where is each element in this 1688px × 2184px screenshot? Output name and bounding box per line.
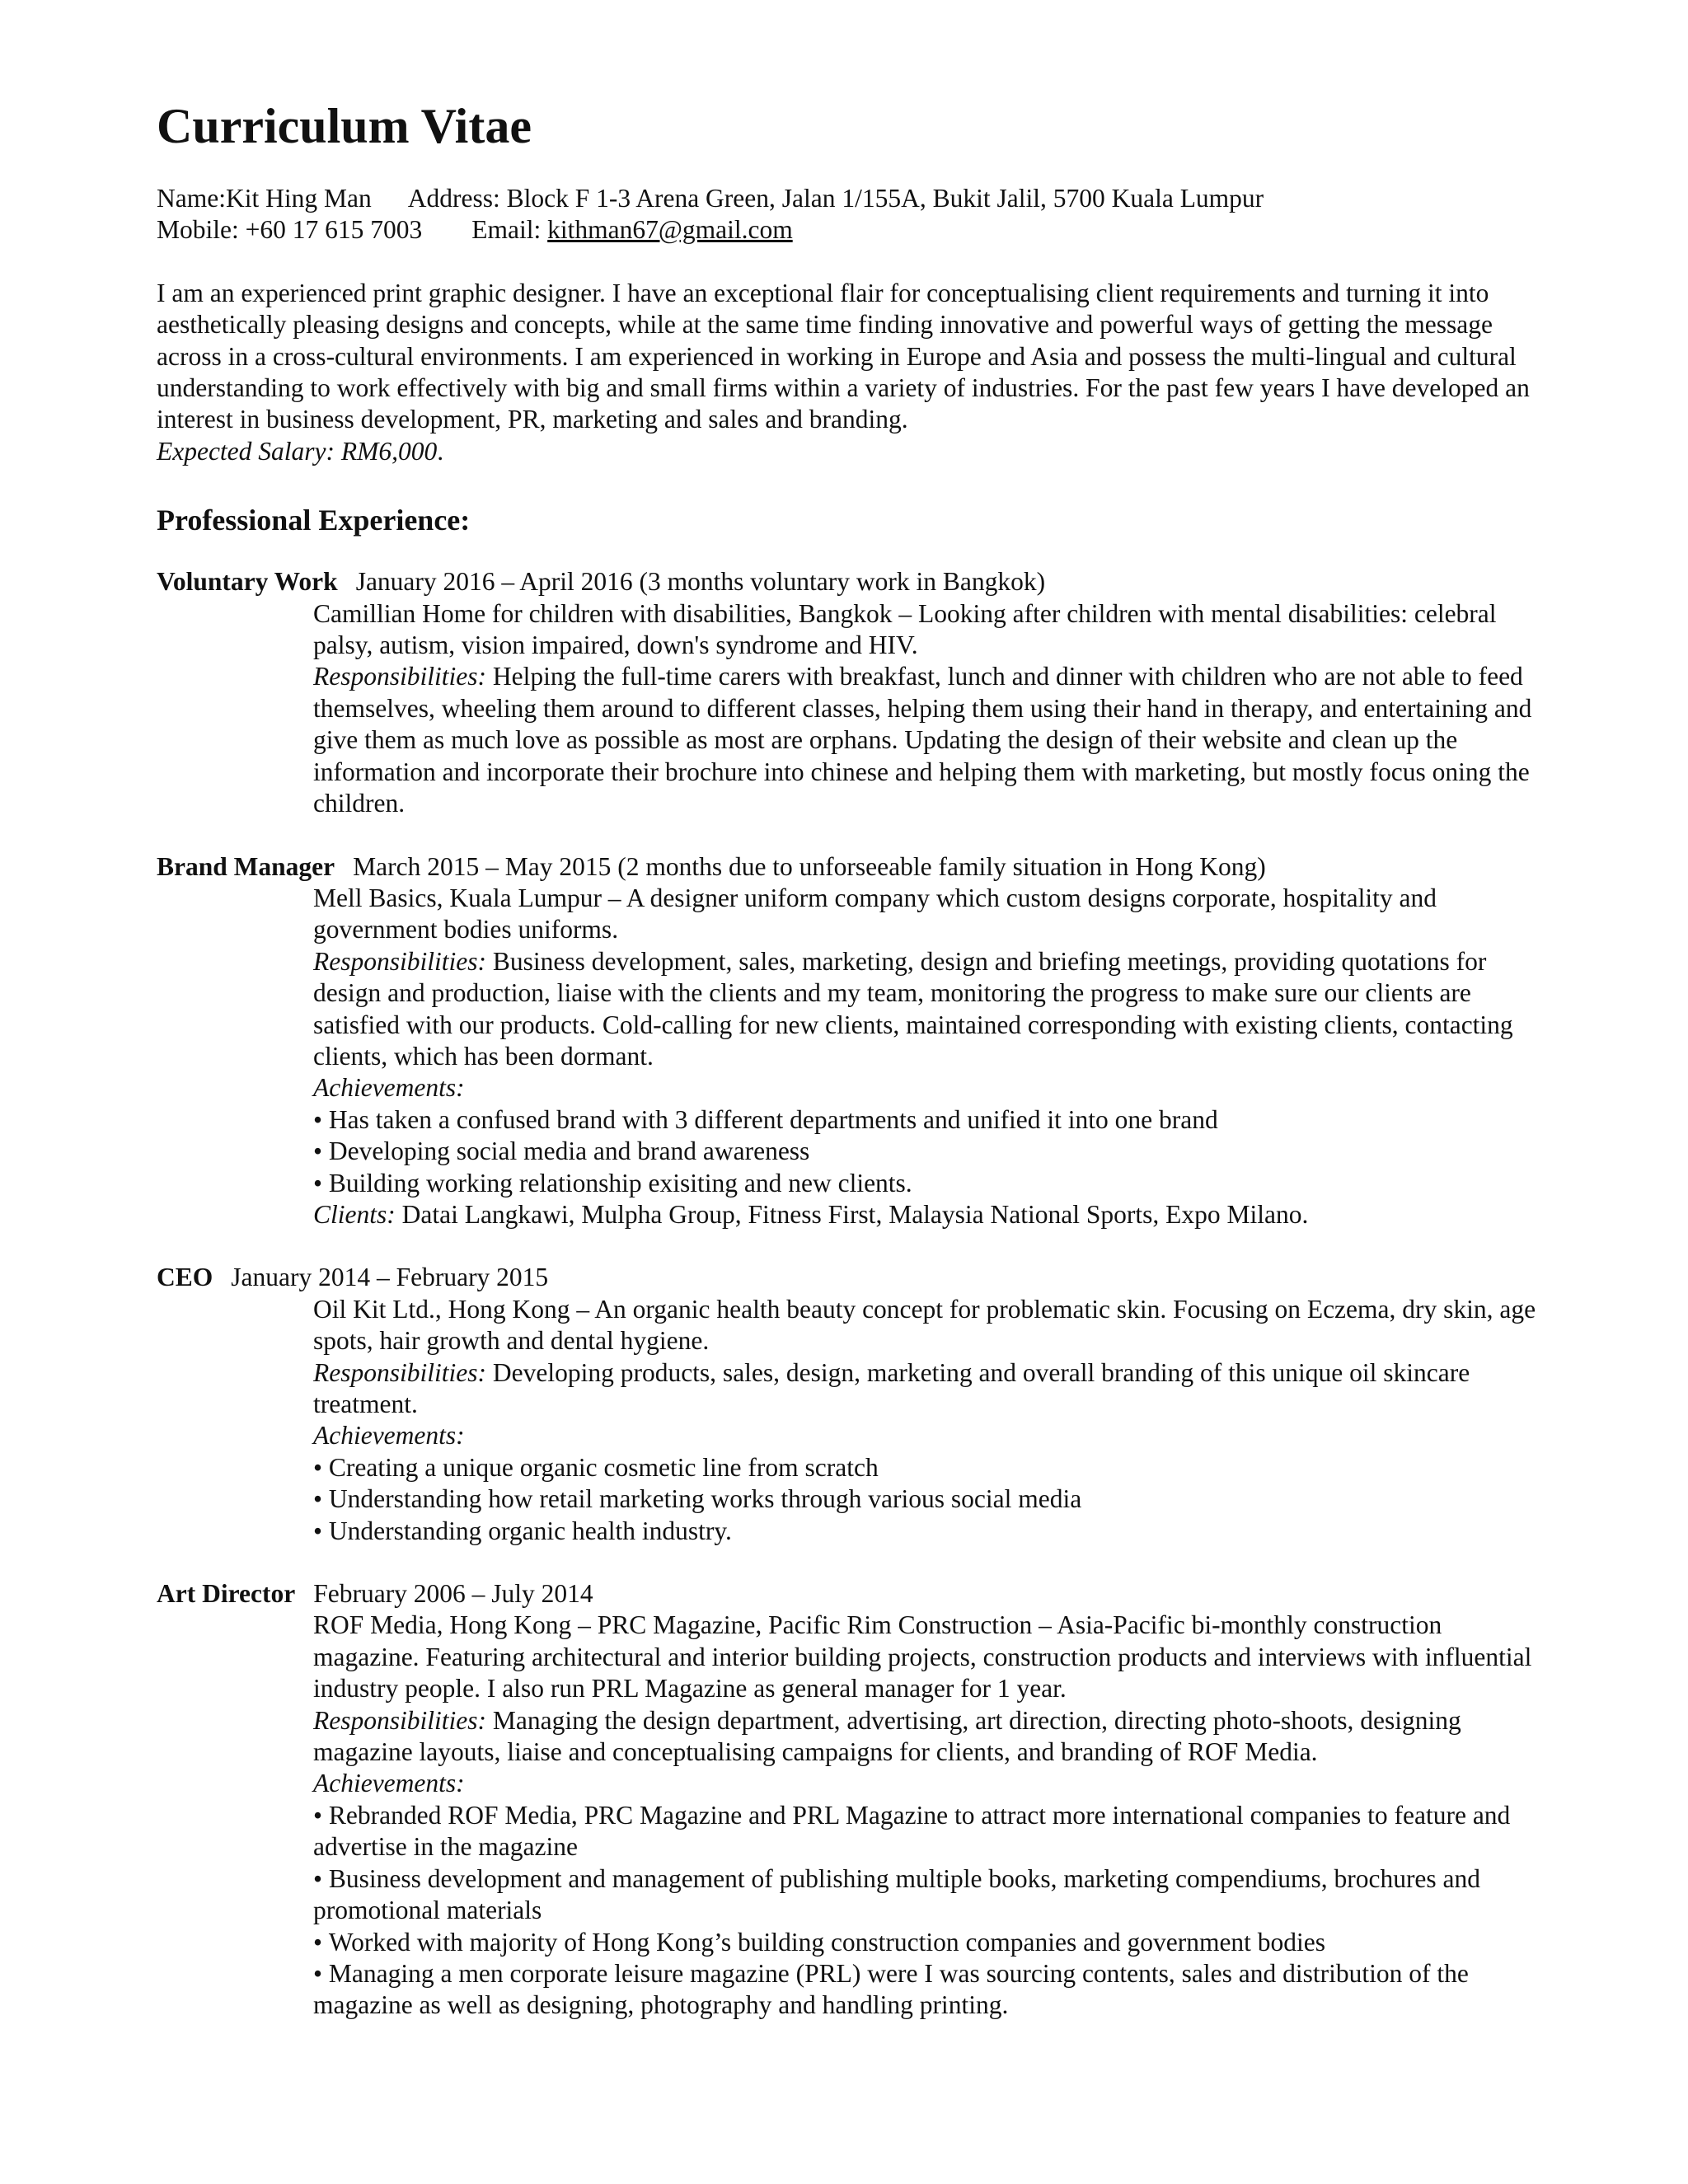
achievements-label: Achievements: — [313, 1073, 465, 1103]
achievement-item: • Developing social media and brand awareness — [313, 1136, 1541, 1167]
summary — [157, 278, 1541, 467]
contact-email-link[interactable]: kithman67@gmail.com — [547, 215, 793, 245]
responsibilities-text: Developing products, sales, design, marketing and overall branding of this unique oil skincare treatment. — [313, 1357, 1470, 1418]
job-responsibilities — [313, 1705, 1541, 1769]
responsibilities-label: Responsibilities: — [313, 662, 486, 691]
expected-salary-line — [157, 436, 1541, 467]
summary-text: I am an experienced print graphic designer. I have an exceptional flair for conceptualising client requirements and turning it into aesthetically pleasing designs and concepts, while at the same time finding innovative and powerful ways of getting the message across in a cross-cultural environments. I am experienced in working in Europe and Asia and possess the multi-lingual and cultural understanding to work effectively with big and small firms within a variety of industries. For the past few years I have developed an interest in business development, PR, marketing and sales and branding. — [157, 278, 1530, 434]
achievement-item: • Managing a men corporate leisure magazine (PRL) were I was sourcing contents, sales and distribution of the magazine as well as designing, photography and handling printing. — [313, 1958, 1541, 2022]
job-company: Camillian Home for children with disabilities, Bangkok – Looking after children with mental disabilities: celebral palsy, autism, vision impaired, down's syndrome and HIV. — [313, 598, 1497, 660]
achievement-item: • Understanding how retail marketing works through various social media — [313, 1483, 1541, 1515]
contact-line-2 — [157, 214, 1541, 246]
page-title: Curriculum Vitae — [157, 99, 532, 153]
expected-salary-end: . — [437, 436, 444, 466]
expected-salary: Expected Salary: RM6,000 — [157, 436, 438, 466]
achievement-item: • Business development and management of publishing multiple books, marketing compendiums, brochures and promotional materials — [313, 1863, 1541, 1927]
achievements-list — [313, 1452, 1541, 1547]
responsibilities-text: Business development, sales, marketing, design and briefing meetings, providing quotations for design and production, liaise with the clients and my team, monitoring the progress to make sure our clients are satisfied with our products. Cold-calling for new clients, maintained corresponding with existing clients, contacting clients, which has been dormant. — [313, 946, 1513, 1071]
job-dates: January 2014 – February 2015 — [231, 1263, 549, 1292]
contact-email-label: Email: — [471, 215, 542, 245]
job-title: CEO — [157, 1263, 213, 1292]
contact-mobile: Mobile: +60 17 615 7003 — [157, 215, 423, 245]
job-title: Brand Manager — [157, 851, 335, 881]
responsibilities-text: Managing the design department, advertising, art direction, directing photo-shoots, designing magazine layouts, liaise and conceptualising campaigns for clients, and branding of ROF Media. — [313, 1705, 1461, 1767]
responsibilities-label: Responsibilities: — [313, 1357, 486, 1387]
job-body — [313, 1610, 1541, 2021]
job-dates: January 2016 – April 2016 (3 months voluntary work in Bangkok) — [355, 567, 1046, 597]
contact-address: Address: Block F 1-3 Arena Green, Jalan 1/155A, Bukit Jalil, 5700 Kuala Lumpur — [407, 184, 1264, 213]
job-responsibilities — [313, 946, 1541, 1073]
achievement-item: • Building working relationship exisiting and new clients. — [313, 1168, 1541, 1199]
section-title-experience: Professional Experience: — [157, 504, 471, 537]
responsibilities-label: Responsibilities: — [313, 1705, 486, 1735]
job-header — [157, 566, 1541, 598]
job-responsibilities — [313, 1357, 1541, 1421]
job-company: Oil Kit Ltd., Hong Kong – An organic health beauty concept for problematic skin. Focusing on Eczema, dry skin, age spots, hair growth and dental hygiene. — [313, 1294, 1536, 1356]
achievement-item: • Understanding organic health industry. — [313, 1516, 1541, 1547]
achievement-item: • Worked with majority of Hong Kong’s building construction companies and government bodies — [313, 1927, 1541, 1958]
job-body — [313, 883, 1541, 1230]
job-header — [157, 851, 1541, 883]
achievement-item: • Creating a unique organic cosmetic line from scratch — [313, 1452, 1541, 1483]
job-header — [157, 1578, 1541, 1610]
contact-line-1 — [157, 183, 1541, 214]
achievements-label: Achievements: — [313, 1769, 465, 1798]
job-company: ROF Media, Hong Kong – PRC Magazine, Pacific Rim Construction – Asia-Pacific bi-monthly construction magazine. Featuring architectural and interior building projects, construction products and interviews with influential industry people. I also run PRL Magazine as general manager for 1 year. — [313, 1610, 1532, 1704]
job-brand-manager — [157, 851, 1541, 1231]
job-body — [313, 598, 1541, 820]
job-company: Mell Basics, Kuala Lumpur – A designer uniform company which custom designs corporate, hospitality and government bodies uniforms. — [313, 883, 1437, 944]
clients-label: Clients: — [313, 1199, 396, 1229]
achievements-list — [313, 1104, 1541, 1199]
job-title: Art Director — [157, 1579, 296, 1609]
job-body — [313, 1294, 1541, 1547]
job-ceo — [157, 1262, 1541, 1547]
job-title: Voluntary Work — [157, 567, 338, 597]
responsibilities-label: Responsibilities: — [313, 946, 486, 976]
job-voluntary-work — [157, 566, 1541, 819]
cv-page — [157, 97, 1541, 2053]
contact-name: Name:Kit Hing Man — [157, 184, 372, 213]
job-clients — [313, 1199, 1541, 1230]
achievement-item: • Has taken a confused brand with 3 different departments and unified it into one brand — [313, 1104, 1541, 1136]
job-dates: March 2015 – May 2015 (2 months due to unforseeable family situation in Hong Kong) — [353, 851, 1266, 881]
clients-text: Datai Langkawi, Mulpha Group, Fitness First, Malaysia National Sports, Expo Milano. — [401, 1199, 1309, 1229]
job-dates: February 2006 – July 2014 — [313, 1579, 593, 1609]
contact-block — [157, 183, 1541, 246]
achievements-label: Achievements: — [313, 1421, 465, 1451]
responsibilities-text: Helping the full-time carers with breakfast, lunch and dinner with children who are not able to feed themselves, wheeling them around to different classes, helping them using their hand in therapy, and entertaining and give them as much love as possible as most are orphans. Updating the design of their website and clean up the information and incorporate their brochure into chinese and helping them with marketing, but mostly focus oning the children. — [313, 662, 1532, 818]
job-responsibilities — [313, 661, 1541, 819]
achievement-item: • Rebranded ROF Media, PRC Magazine and PRL Magazine to attract more international companies to feature and advertise in the magazine — [313, 1800, 1541, 1863]
job-art-director — [157, 1578, 1541, 2022]
job-header — [157, 1262, 1541, 1293]
achievements-list — [313, 1800, 1541, 2022]
